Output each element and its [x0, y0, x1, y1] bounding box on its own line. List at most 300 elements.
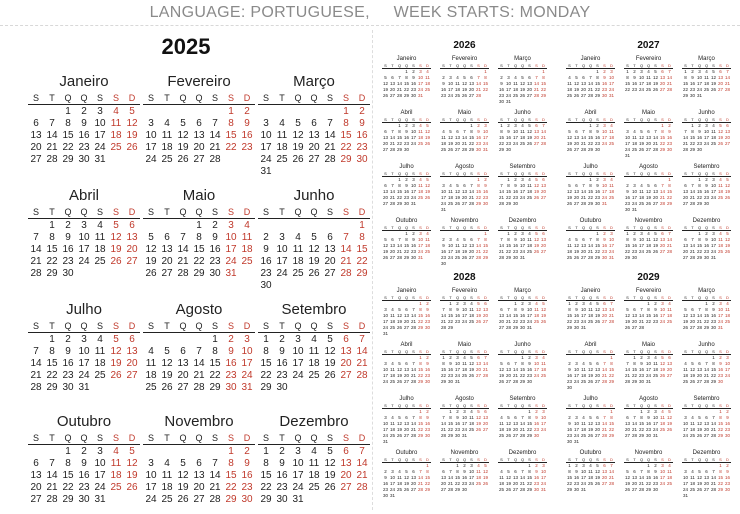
day-cell[interactable]: 25 [645, 87, 651, 92]
day-cell[interactable]: 30 [276, 382, 288, 393]
day-cell[interactable]: 8 [596, 237, 599, 242]
day-cell[interactable]: 4 [705, 69, 708, 74]
day-cell[interactable]: 29 [447, 433, 453, 438]
day-cell[interactable]: 14 [519, 475, 525, 480]
day-cell[interactable]: 6 [343, 334, 349, 345]
day-cell[interactable]: 21 [652, 141, 658, 146]
day-cell[interactable]: 8 [626, 237, 629, 242]
day-cell[interactable]: 10 [638, 237, 644, 242]
day-cell[interactable]: 10 [608, 237, 614, 242]
day-cell[interactable]: 8 [419, 415, 422, 420]
day-cell[interactable]: 15 [424, 475, 430, 480]
day-cell[interactable]: 25 [94, 370, 106, 381]
day-cell[interactable]: 10 [292, 458, 304, 469]
day-cell[interactable]: 26 [396, 325, 402, 330]
day-cell[interactable]: 27 [573, 147, 579, 152]
day-cell[interactable]: 10 [410, 129, 416, 134]
day-cell[interactable]: 28 [540, 141, 546, 146]
day-cell[interactable]: 20 [724, 135, 730, 140]
day-cell[interactable]: 10 [682, 475, 688, 480]
day-cell[interactable]: 21 [396, 87, 402, 92]
day-cell[interactable]: 2 [463, 463, 466, 468]
day-cell[interactable]: 16 [505, 135, 511, 140]
day-cell[interactable]: 7 [500, 237, 503, 242]
day-cell[interactable]: 28 [703, 379, 709, 384]
day-cell[interactable]: 1 [49, 334, 55, 345]
day-cell[interactable]: 4 [442, 129, 445, 134]
day-cell[interactable]: 24 [573, 433, 579, 438]
day-cell[interactable]: 11 [718, 237, 723, 242]
day-cell[interactable]: 26 [624, 487, 630, 492]
day-cell[interactable]: 23 [573, 319, 579, 324]
day-cell[interactable]: 4 [391, 415, 394, 420]
day-cell[interactable]: 28 [461, 147, 467, 152]
day-cell[interactable]: 18 [161, 482, 173, 493]
day-cell[interactable]: 6 [668, 355, 671, 360]
day-cell[interactable]: 26 [110, 370, 122, 381]
day-cell[interactable]: 18 [468, 421, 474, 426]
day-cell[interactable]: 8 [596, 75, 599, 80]
day-cell[interactable]: 15 [475, 189, 481, 194]
day-cell[interactable]: 29 [440, 379, 446, 384]
day-cell[interactable]: 3 [661, 301, 664, 306]
day-cell[interactable]: 21 [689, 195, 695, 200]
day-cell[interactable]: 28 [689, 255, 695, 260]
day-cell[interactable]: 7 [684, 129, 687, 134]
day-cell[interactable]: 19 [594, 475, 600, 480]
day-cell[interactable]: 12 [110, 232, 122, 243]
day-cell[interactable]: 7 [359, 334, 365, 345]
day-cell[interactable]: 11 [690, 421, 695, 426]
day-cell[interactable]: 9 [535, 415, 538, 420]
day-cell[interactable]: 24 [382, 433, 388, 438]
day-cell[interactable]: 14 [689, 189, 695, 194]
day-cell[interactable]: 21 [533, 87, 539, 92]
day-cell[interactable]: 28 [638, 325, 644, 330]
day-cell[interactable]: 20 [193, 482, 205, 493]
day-cell[interactable]: 14 [638, 475, 644, 480]
day-cell[interactable]: 12 [624, 313, 630, 318]
day-cell[interactable]: 15 [566, 475, 572, 480]
day-cell[interactable]: 14 [631, 421, 637, 426]
day-cell[interactable]: 31 [526, 325, 532, 330]
day-cell[interactable]: 19 [454, 195, 460, 200]
day-cell[interactable]: 7 [412, 361, 415, 366]
day-cell[interactable]: 11 [425, 237, 430, 242]
day-cell[interactable]: 24 [645, 373, 651, 378]
day-cell[interactable]: 18 [526, 243, 532, 248]
day-cell[interactable]: 27 [703, 487, 709, 492]
day-cell[interactable]: 28 [356, 370, 368, 381]
day-cell[interactable]: 27 [594, 433, 600, 438]
day-cell[interactable]: 30 [424, 325, 430, 330]
day-cell[interactable]: 25 [645, 249, 651, 254]
day-cell[interactable]: 23 [594, 141, 600, 146]
day-cell[interactable]: 29 [447, 325, 453, 330]
day-cell[interactable]: 13 [594, 367, 600, 372]
day-cell[interactable]: 15 [717, 475, 723, 480]
day-cell[interactable]: 5 [691, 361, 694, 366]
day-cell[interactable]: 1 [426, 463, 429, 468]
day-cell[interactable]: 12 [624, 475, 630, 480]
day-cell[interactable]: 8 [698, 183, 701, 188]
day-cell[interactable]: 29 [608, 433, 614, 438]
day-cell[interactable]: 21 [482, 367, 488, 372]
day-cell[interactable]: 5 [456, 183, 459, 188]
day-cell[interactable]: 12 [689, 367, 695, 372]
day-cell[interactable]: 20 [498, 319, 504, 324]
day-cell[interactable]: 29 [62, 154, 74, 165]
day-cell[interactable]: 13 [308, 130, 320, 141]
day-cell[interactable]: 10 [580, 307, 586, 312]
day-cell[interactable]: 26 [696, 433, 702, 438]
day-cell[interactable]: 27 [340, 482, 352, 493]
day-cell[interactable]: 27 [724, 141, 730, 146]
day-cell[interactable]: 21 [389, 195, 395, 200]
day-cell[interactable]: 14 [601, 421, 607, 426]
day-cell[interactable]: 20 [468, 87, 474, 92]
day-cell[interactable]: 2 [568, 361, 571, 366]
day-cell[interactable]: 21 [519, 481, 525, 486]
day-cell[interactable]: 19 [505, 481, 511, 486]
day-cell[interactable]: 10 [526, 307, 532, 312]
day-cell[interactable]: 9 [705, 183, 708, 188]
day-cell[interactable]: 11 [520, 129, 525, 134]
day-cell[interactable]: 11 [646, 75, 651, 80]
day-cell[interactable]: 18 [292, 256, 304, 267]
day-cell[interactable]: 25 [566, 93, 572, 98]
day-cell[interactable]: 13 [540, 237, 546, 242]
day-cell[interactable]: 6 [470, 237, 473, 242]
day-cell[interactable]: 8 [712, 361, 715, 366]
day-cell[interactable]: 28 [666, 249, 672, 254]
day-cell[interactable]: 23 [696, 141, 702, 146]
day-cell[interactable]: 8 [521, 361, 524, 366]
day-cell[interactable]: 3 [514, 123, 517, 128]
day-cell[interactable]: 10 [482, 129, 488, 134]
day-cell[interactable]: 15 [682, 81, 688, 86]
day-cell[interactable]: 11 [527, 183, 532, 188]
day-cell[interactable]: 21 [46, 482, 58, 493]
day-cell[interactable]: 28 [601, 433, 607, 438]
day-cell[interactable]: 2 [405, 123, 408, 128]
day-cell[interactable]: 12 [533, 183, 539, 188]
day-cell[interactable]: 4 [610, 177, 613, 182]
day-cell[interactable]: 11 [476, 469, 481, 474]
day-cell[interactable]: 12 [645, 189, 651, 194]
day-cell[interactable]: 25 [461, 373, 467, 378]
day-cell[interactable]: 1 [568, 301, 571, 306]
day-cell[interactable]: 25 [710, 141, 716, 146]
day-cell[interactable]: 30 [573, 487, 579, 492]
day-cell[interactable]: 15 [540, 81, 546, 86]
day-cell[interactable]: 24 [260, 154, 272, 165]
day-cell[interactable]: 18 [580, 373, 586, 378]
day-cell[interactable]: 18 [645, 243, 651, 248]
day-cell[interactable]: 7 [33, 232, 39, 243]
day-cell[interactable]: 9 [244, 118, 250, 129]
day-cell[interactable]: 14 [689, 243, 695, 248]
day-cell[interactable]: 6 [528, 75, 531, 80]
day-cell[interactable]: 26 [587, 379, 593, 384]
day-cell[interactable]: 4 [647, 69, 650, 74]
day-cell[interactable]: 13 [659, 237, 665, 242]
day-cell[interactable]: 31 [608, 93, 614, 98]
day-cell[interactable]: 28 [396, 255, 402, 260]
day-cell[interactable]: 18 [454, 87, 460, 92]
day-cell[interactable]: 22 [566, 481, 572, 486]
day-cell[interactable]: 5 [484, 463, 487, 468]
day-cell[interactable]: 24 [580, 319, 586, 324]
day-cell[interactable]: 13 [624, 421, 630, 426]
day-cell[interactable]: 19 [177, 482, 189, 493]
day-cell[interactable]: 8 [49, 346, 55, 357]
day-cell[interactable]: 14 [410, 313, 416, 318]
day-cell[interactable]: 10 [682, 421, 688, 426]
day-cell[interactable]: 2 [575, 463, 578, 468]
day-cell[interactable]: 5 [129, 106, 135, 117]
day-cell[interactable]: 19 [573, 87, 579, 92]
day-cell[interactable]: 13 [410, 475, 416, 480]
day-cell[interactable]: 8 [263, 346, 269, 357]
day-cell[interactable]: 12 [110, 346, 122, 357]
day-cell[interactable]: 15 [403, 243, 409, 248]
day-cell[interactable]: 27 [461, 201, 467, 206]
day-cell[interactable]: 14 [461, 135, 467, 140]
day-cell[interactable]: 4 [582, 361, 585, 366]
day-cell[interactable]: 11 [276, 130, 288, 141]
day-cell[interactable]: 17 [241, 358, 253, 369]
day-cell[interactable]: 17 [145, 142, 157, 153]
day-cell[interactable]: 9 [384, 475, 387, 480]
day-cell[interactable]: 20 [505, 373, 511, 378]
day-cell[interactable]: 23 [62, 370, 74, 381]
day-cell[interactable]: 13 [573, 189, 579, 194]
day-cell[interactable]: 19 [540, 313, 546, 318]
day-cell[interactable]: 8 [196, 232, 202, 243]
day-cell[interactable]: 31 [624, 153, 630, 158]
day-cell[interactable]: 20 [126, 358, 138, 369]
day-cell[interactable]: 30 [410, 255, 416, 260]
day-cell[interactable]: 25 [454, 255, 460, 260]
day-cell[interactable]: 21 [540, 135, 546, 140]
day-cell[interactable]: 19 [177, 142, 189, 153]
day-cell[interactable]: 25 [566, 255, 572, 260]
day-cell[interactable]: 6 [311, 118, 317, 129]
day-cell[interactable]: 21 [417, 481, 423, 486]
day-cell[interactable]: 14 [209, 130, 221, 141]
day-cell[interactable]: 14 [468, 189, 474, 194]
day-cell[interactable]: 24 [461, 427, 467, 432]
day-cell[interactable]: 9 [514, 237, 517, 242]
day-cell[interactable]: 1 [596, 69, 599, 74]
day-cell[interactable]: 2 [626, 183, 629, 188]
day-cell[interactable]: 16 [454, 421, 460, 426]
day-cell[interactable]: 26 [573, 255, 579, 260]
day-cell[interactable]: 1 [626, 69, 629, 74]
day-cell[interactable]: 13 [475, 361, 481, 366]
day-cell[interactable]: 1 [419, 409, 422, 414]
day-cell[interactable]: 2 [426, 355, 429, 360]
day-cell[interactable]: 16 [440, 87, 446, 92]
day-cell[interactable]: 15 [260, 470, 272, 481]
day-cell[interactable]: 20 [594, 373, 600, 378]
day-cell[interactable]: 28 [696, 325, 702, 330]
day-cell[interactable]: 22 [608, 373, 614, 378]
day-cell[interactable]: 10 [468, 469, 474, 474]
day-cell[interactable]: 24 [468, 481, 474, 486]
day-cell[interactable]: 21 [601, 427, 607, 432]
day-cell[interactable]: 9 [426, 361, 429, 366]
day-cell[interactable]: 9 [691, 75, 694, 80]
day-cell[interactable]: 22 [666, 195, 672, 200]
day-cell[interactable]: 26 [566, 201, 572, 206]
day-cell[interactable]: 24 [417, 249, 423, 254]
day-cell[interactable]: 17 [454, 367, 460, 372]
day-cell[interactable]: 20 [324, 256, 336, 267]
day-cell[interactable]: 22 [193, 256, 205, 267]
day-cell[interactable]: 6 [582, 237, 585, 242]
day-cell[interactable]: 19 [482, 475, 488, 480]
day-cell[interactable]: 24 [710, 249, 716, 254]
day-cell[interactable]: 7 [668, 69, 671, 74]
day-cell[interactable]: 3 [449, 75, 452, 80]
day-cell[interactable]: 10 [533, 361, 539, 366]
day-cell[interactable]: 9 [654, 307, 657, 312]
day-cell[interactable]: 12 [652, 75, 658, 80]
day-cell[interactable]: 11 [390, 367, 395, 372]
day-cell[interactable]: 14 [710, 475, 716, 480]
day-cell[interactable]: 16 [461, 475, 467, 480]
day-cell[interactable]: 9 [449, 361, 452, 366]
day-cell[interactable]: 15 [526, 421, 532, 426]
day-cell[interactable]: 30 [440, 261, 446, 266]
day-cell[interactable]: 6 [633, 469, 636, 474]
day-cell[interactable]: 22 [696, 195, 702, 200]
day-cell[interactable]: 10 [659, 307, 665, 312]
day-cell[interactable]: 1 [661, 123, 664, 128]
day-cell[interactable]: 6 [463, 183, 466, 188]
day-cell[interactable]: 30 [475, 147, 481, 152]
day-cell[interactable]: 11 [241, 232, 253, 243]
day-cell[interactable]: 26 [292, 154, 304, 165]
day-cell[interactable]: 17 [608, 243, 614, 248]
day-cell[interactable]: 22 [424, 481, 430, 486]
day-cell[interactable]: 17 [94, 470, 106, 481]
day-cell[interactable]: 25 [638, 201, 644, 206]
day-cell[interactable]: 20 [193, 142, 205, 153]
day-cell[interactable]: 13 [682, 189, 688, 194]
day-cell[interactable]: 17 [608, 81, 614, 86]
day-cell[interactable]: 22 [209, 370, 221, 381]
day-cell[interactable]: 28 [682, 147, 688, 152]
day-cell[interactable]: 31 [482, 147, 488, 152]
day-cell[interactable]: 15 [225, 130, 237, 141]
day-cell[interactable]: 27 [594, 379, 600, 384]
day-cell[interactable]: 6 [719, 69, 722, 74]
day-cell[interactable]: 20 [540, 189, 546, 194]
day-cell[interactable]: 25 [608, 141, 614, 146]
day-cell[interactable]: 8 [719, 469, 722, 474]
day-cell[interactable]: 26 [454, 201, 460, 206]
day-cell[interactable]: 22 [454, 481, 460, 486]
day-cell[interactable]: 31 [461, 433, 467, 438]
day-cell[interactable]: 1 [626, 231, 629, 236]
day-cell[interactable]: 4 [668, 301, 671, 306]
day-cell[interactable]: 5 [589, 361, 592, 366]
day-cell[interactable]: 21 [440, 319, 446, 324]
day-cell[interactable]: 24 [94, 482, 106, 493]
day-cell[interactable]: 27 [389, 255, 395, 260]
day-cell[interactable]: 24 [526, 319, 532, 324]
day-cell[interactable]: 5 [654, 231, 657, 236]
day-cell[interactable]: 29 [696, 255, 702, 260]
day-cell[interactable]: 27 [177, 382, 189, 393]
day-cell[interactable]: 1 [684, 69, 687, 74]
day-cell[interactable]: 18 [526, 189, 532, 194]
day-cell[interactable]: 4 [244, 220, 250, 231]
day-cell[interactable]: 26 [533, 195, 539, 200]
day-cell[interactable]: 24 [624, 147, 630, 152]
day-cell[interactable]: 27 [540, 195, 546, 200]
day-cell[interactable]: 16 [601, 81, 607, 86]
day-cell[interactable]: 15 [417, 367, 423, 372]
day-cell[interactable]: 19 [396, 319, 402, 324]
day-cell[interactable]: 21 [356, 358, 368, 369]
day-cell[interactable]: 22 [225, 482, 237, 493]
day-cell[interactable]: 22 [512, 319, 518, 324]
day-cell[interactable]: 22 [594, 87, 600, 92]
day-cell[interactable]: 26 [468, 373, 474, 378]
day-cell[interactable]: 17 [382, 319, 388, 324]
day-cell[interactable]: 24 [505, 93, 511, 98]
day-cell[interactable]: 14 [580, 189, 586, 194]
day-cell[interactable]: 8 [514, 307, 517, 312]
day-cell[interactable]: 30 [638, 379, 644, 384]
day-cell[interactable]: 21 [689, 249, 695, 254]
day-cell[interactable]: 11 [94, 346, 106, 357]
day-cell[interactable]: 18 [519, 135, 525, 140]
day-cell[interactable]: 13 [533, 129, 539, 134]
day-cell[interactable]: 18 [276, 142, 288, 153]
day-cell[interactable]: 4 [97, 334, 103, 345]
day-cell[interactable]: 16 [241, 470, 253, 481]
day-cell[interactable]: 11 [390, 313, 395, 318]
day-cell[interactable]: 14 [512, 367, 518, 372]
day-cell[interactable]: 25 [526, 195, 532, 200]
day-cell[interactable]: 8 [705, 307, 708, 312]
day-cell[interactable]: 24 [145, 154, 157, 165]
day-cell[interactable]: 4 [654, 355, 657, 360]
day-cell[interactable]: 17 [682, 427, 688, 432]
day-cell[interactable]: 15 [696, 243, 702, 248]
day-cell[interactable]: 23 [410, 87, 416, 92]
day-cell[interactable]: 18 [587, 475, 593, 480]
day-cell[interactable]: 29 [403, 255, 409, 260]
day-cell[interactable]: 23 [498, 93, 504, 98]
day-cell[interactable]: 23 [505, 141, 511, 146]
day-cell[interactable]: 1 [542, 69, 545, 74]
day-cell[interactable]: 13 [717, 75, 723, 80]
day-cell[interactable]: 26 [594, 481, 600, 486]
day-cell[interactable]: 15 [396, 135, 402, 140]
day-cell[interactable]: 26 [682, 325, 688, 330]
day-cell[interactable]: 26 [145, 268, 157, 279]
day-cell[interactable]: 17 [659, 475, 665, 480]
day-cell[interactable]: 21 [410, 373, 416, 378]
day-cell[interactable]: 31 [410, 201, 416, 206]
day-cell[interactable]: 31 [382, 439, 388, 444]
